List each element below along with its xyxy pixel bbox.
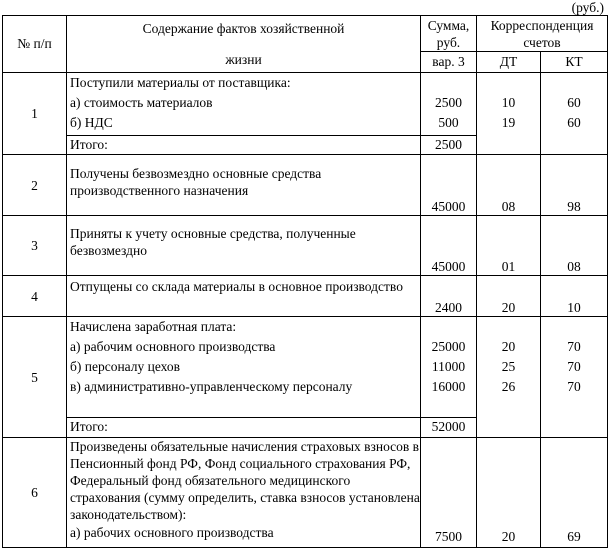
kt-a: 69 (567, 529, 581, 544)
table-row (3, 155, 608, 216)
row-item-a: а) рабочим основного производства (70, 339, 276, 354)
row-dt (477, 73, 541, 155)
table-row (3, 276, 608, 317)
row-content (67, 155, 421, 216)
header-kt: КТ (541, 52, 608, 73)
sum-a: 25000 (431, 339, 466, 354)
sum-a: 2500 (435, 95, 462, 110)
dt-a: 20 (501, 339, 516, 354)
table-row (3, 216, 608, 276)
header-dt: ДТ (477, 52, 541, 73)
dt-b: 25 (501, 359, 516, 374)
sum-a: 7500 (435, 529, 462, 544)
row-number: 6 (3, 438, 67, 548)
row-number: 1 (3, 73, 67, 155)
header-sum-line1: Сумма, (427, 17, 470, 33)
row-sum: 45000 (421, 155, 477, 216)
row-item-a: а) рабочих основного производства (70, 525, 274, 540)
header-sum-variant: вар. 3 (421, 52, 477, 73)
dt-a: 20 (501, 529, 516, 544)
row-dt: 01 (477, 216, 541, 276)
row-dt: 08 (477, 155, 541, 216)
header-num: № п/п (3, 16, 67, 73)
row-kt: 08 (541, 216, 608, 276)
row-text: Приняты к учету основные средства, полученные безвозмездно (70, 226, 356, 258)
row-item-c: в) административно-управленческому персоналу (70, 379, 353, 394)
header-content-line2: жизни (225, 52, 262, 67)
row-number: 3 (3, 216, 67, 276)
row-total-sum: 52000 (421, 418, 477, 438)
header-sum-line2: руб. (436, 34, 461, 50)
kt-b: 60 (567, 115, 581, 130)
row-kt (541, 73, 608, 155)
table-row (3, 73, 608, 136)
header-content-line1: Содержание фактов хозяйственной (142, 21, 345, 36)
row-content (67, 216, 421, 276)
row-kt: 98 (541, 155, 608, 216)
row-dt (477, 438, 541, 548)
row-content (67, 73, 421, 136)
row-text: Получены безвозмездно основные средства производственного назначения (70, 166, 322, 198)
dt-a: 10 (501, 95, 516, 110)
row-kt: 10 (541, 276, 608, 317)
unit-note: (руб.) (571, 0, 604, 15)
sum-b: 500 (438, 115, 459, 130)
row-content (67, 438, 421, 548)
row-dt: 20 (477, 276, 541, 317)
row-sum: 2400 (421, 276, 477, 317)
row-text: Отпущены со склада материалы в основное производство (70, 279, 403, 294)
row-content (67, 276, 421, 317)
header-content (67, 16, 421, 73)
row-item-a: а) стоимость материалов (70, 95, 213, 110)
dt-c: 26 (501, 379, 516, 394)
kt-b: 70 (567, 359, 581, 374)
row-number: 5 (3, 317, 67, 438)
row-dt (477, 317, 541, 438)
row-title: Начислена заработная плата: (70, 319, 237, 334)
row-number: 2 (3, 155, 67, 216)
header-correspondence (477, 16, 608, 52)
row-sum (421, 317, 477, 418)
kt-a: 70 (567, 339, 581, 354)
row-item-b: б) НДС (70, 115, 113, 130)
row-kt (541, 438, 608, 548)
sum-b: 11000 (431, 359, 466, 374)
kt-a: 60 (567, 95, 581, 110)
row-item-b: б) персоналу цехов (70, 359, 181, 374)
header-corr-line1: Корреспонденция (490, 17, 594, 33)
row-text: Произведены обязательные начисления страховых взносов в Пенсионный фонд РФ, Фонд социального страхования РФ, Федеральный фонд обязательного медицинского страхования (сумму определить, ставка взносов установлена законодательством): (70, 439, 420, 522)
row-total-label: Итого: (67, 136, 421, 155)
dt-b: 19 (501, 115, 516, 130)
row-sum: 45000 (421, 216, 477, 276)
row-content (67, 317, 421, 418)
header-corr-line2: счетов (523, 34, 561, 50)
table-row (3, 438, 608, 548)
header-row-1 (3, 16, 608, 52)
row-total-label: Итого: (67, 418, 421, 438)
transactions-table (2, 15, 608, 548)
row-title: Поступили материалы от поставщика: (70, 75, 291, 90)
row-kt (541, 317, 608, 438)
header-sum (421, 16, 477, 52)
kt-c: 70 (567, 379, 581, 394)
row-sum (421, 73, 477, 136)
table-row (3, 317, 608, 418)
sum-c: 16000 (431, 379, 466, 394)
row-total-sum: 2500 (421, 136, 477, 155)
row-number: 4 (3, 276, 67, 317)
row-sum (421, 438, 477, 548)
